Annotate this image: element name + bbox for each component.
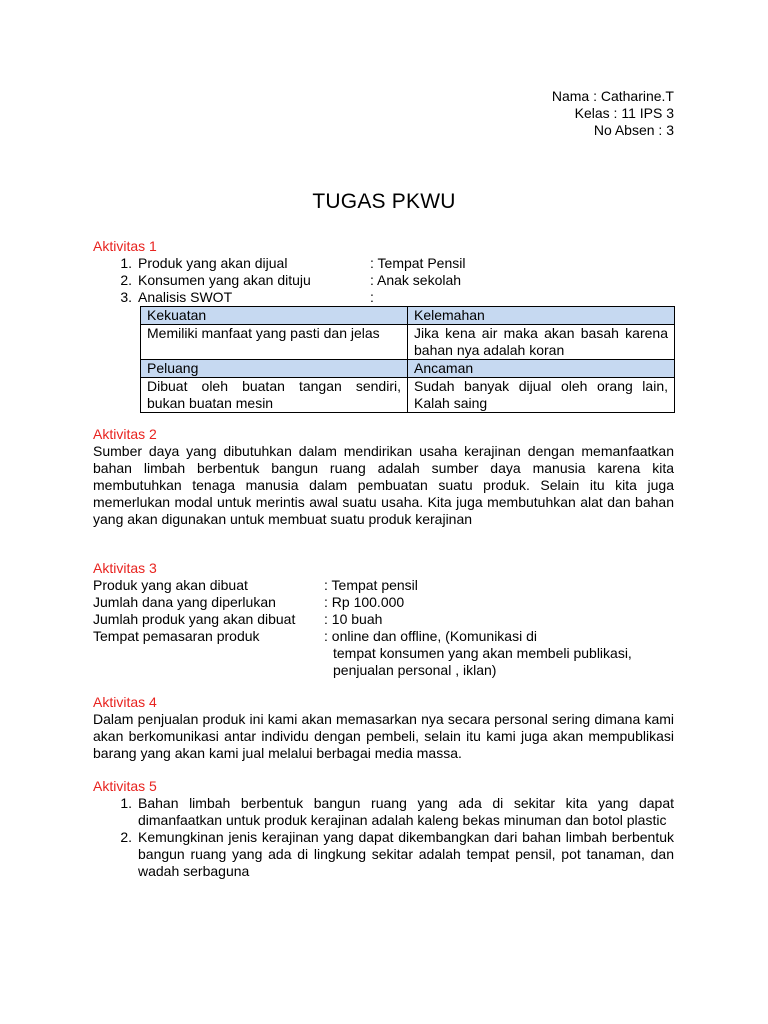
swot-header-peluang: Peluang — [141, 360, 408, 378]
detail-row: Jumlah produk yang akan dibuat : 10 buah — [93, 611, 383, 627]
student-absen: No Absen : 3 — [593, 122, 674, 138]
swot-kelemahan-text: Jika kena air maka akan basah karena bahan nya adalah koran — [408, 325, 675, 360]
swot-peluang-text: Dibuat oleh buatan tangan sendiri, bukan buatan mesin — [141, 378, 408, 413]
aktivitas-4-title: Aktivitas 4 — [93, 694, 157, 710]
student-class: Kelas : 11 IPS 3 — [574, 105, 674, 121]
detail-row: Jumlah dana yang diperlukan : Rp 100.000 — [93, 594, 405, 610]
list-item: 2. Kemungkinan jenis kerajinan yang dapat dikembangkan dari bahan limbah berbentuk bangun ruang yang ada di lingkung sekitar adalah tempat pensil, pot tanaman, dan wadah serbaguna — [120, 829, 674, 879]
swot-table — [140, 306, 675, 413]
student-name: Nama : Catharine.T — [551, 88, 674, 104]
swot-ancaman-text: Sudah banyak dijual oleh orang lain, Kalah saing — [408, 378, 675, 413]
detail-row-continuation: tempat konsumen yang akan membeli publikasi, — [333, 645, 632, 661]
detail-row: Produk yang akan dibuat : Tempat pensil — [93, 577, 418, 593]
swot-header-ancaman: Ancaman — [408, 360, 675, 378]
list-item: 3. Analisis SWOT : — [120, 289, 374, 305]
list-item: 1. Produk yang akan dijual : Tempat Pensil — [120, 255, 466, 271]
detail-row-continuation: penjualan personal , iklan) — [333, 662, 497, 678]
swot-header-kelemahan: Kelemahan — [408, 307, 675, 325]
aktivitas-2-paragraph: Sumber daya yang dibutuhkan dalam mendirikan usaha kerajinan dengan memanfaatkan bahan limbah berbentuk bangun ruang adalah sumber daya manusia karena kita membutuhkan tenaga manusia dalam pembuatan suatu produk. Selain itu kita juga memerlukan modal untuk merintis awal suatu usaha. Kita juga membutuhkan alat dan bahan yang akan digunakan untuk membuat suatu produk kerajinan — [93, 443, 674, 527]
list-item: 1. Bahan limbah berbentuk bangun ruang yang ada di sekitar kita yang dapat dimanfaatkan untuk produk kerajinan adalah kaleng bekas minuman dan botol plastic — [120, 795, 674, 828]
page-title: TUGAS PKWU — [312, 190, 456, 213]
aktivitas-3-details — [93, 577, 632, 679]
student-info — [552, 88, 674, 139]
swot-header-kekuatan: Kekuatan — [141, 307, 408, 325]
swot-kekuatan-text: Memiliki manfaat yang pasti dan jelas — [141, 325, 408, 360]
detail-row: Tempat pemasaran produk : online dan offline, (Komunikasi di — [93, 628, 537, 644]
aktivitas-5-title: Aktivitas 5 — [93, 778, 157, 794]
aktivitas-1-list — [93, 255, 465, 306]
aktivitas-5-list — [93, 795, 674, 880]
list-item: 2. Konsumen yang akan dituju : Anak sekolah — [120, 272, 462, 288]
aktivitas-2-title: Aktivitas 2 — [93, 426, 157, 442]
aktivitas-4-paragraph: Dalam penjualan produk ini kami akan memasarkan nya secara personal sering dimana kami akan berkomunikasi antar individu dengan pembeli, selain itu kami juga akan mempublikasi barang yang akan kami jual melalui berbagai media massa. — [93, 711, 674, 761]
aktivitas-1-title: Aktivitas 1 — [93, 238, 157, 254]
aktivitas-3-title: Aktivitas 3 — [93, 560, 157, 576]
